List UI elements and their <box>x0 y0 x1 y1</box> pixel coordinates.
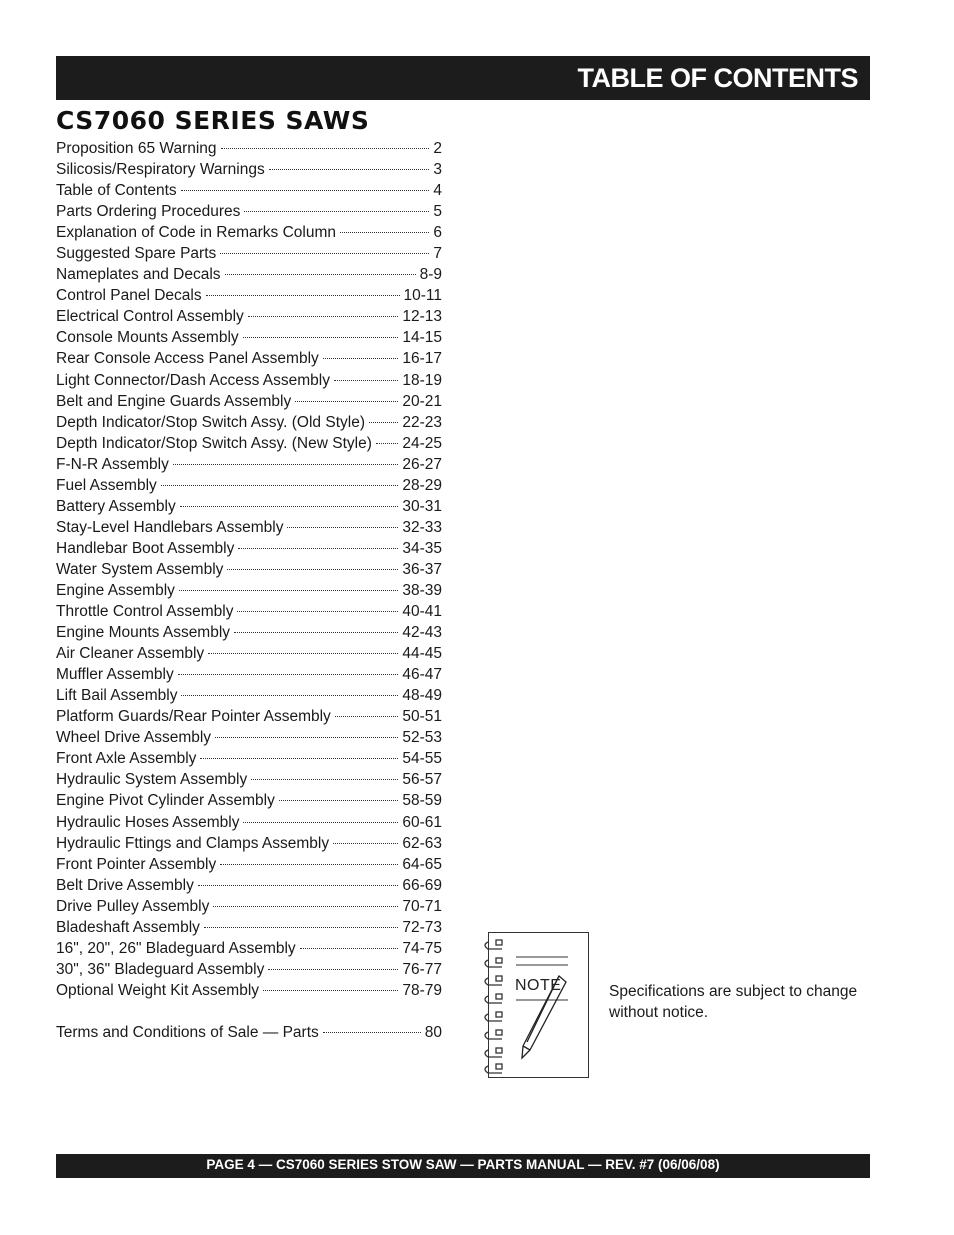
toc-entry <box>56 896 442 917</box>
toc-entry-page: 6 <box>433 224 442 242</box>
toc-entry-label: Depth Indicator/Stop Switch Assy. (New Style) <box>56 434 372 452</box>
toc-entry-page: 36-37 <box>402 560 442 578</box>
toc-leader-dots <box>208 653 398 654</box>
toc-entry <box>56 243 442 264</box>
toc-leader-dots <box>178 674 399 675</box>
toc-leader-dots <box>334 380 398 381</box>
toc-entry-page: 26-27 <box>402 455 442 473</box>
toc-leader-dots <box>295 401 398 402</box>
toc-entry <box>56 622 442 643</box>
toc-leader-dots <box>333 843 398 844</box>
toc-entry-label: Suggested Spare Parts <box>56 245 217 263</box>
toc-entry-label: Control Panel Decals <box>56 287 202 305</box>
toc-entry-page: 48-49 <box>402 687 442 705</box>
toc-entry-page: 70-71 <box>402 897 442 915</box>
table-of-contents <box>56 138 442 1043</box>
toc-entry <box>56 285 442 306</box>
toc-entry-page: 30-31 <box>402 497 442 515</box>
toc-entry-page: 22-23 <box>402 413 442 431</box>
toc-leader-dots <box>180 506 399 507</box>
toc-leader-dots <box>206 295 400 296</box>
toc-entry-page: 16-17 <box>402 350 442 368</box>
toc-entry-page: 40-41 <box>402 603 442 621</box>
toc-leader-dots <box>243 337 399 338</box>
toc-entry-label: Front Axle Assembly <box>56 750 197 768</box>
notepad-pencil-icon <box>480 930 590 1080</box>
toc-entry-label: Wheel Drive Assembly <box>56 729 212 747</box>
toc-leader-dots <box>237 611 398 612</box>
toc-leader-dots <box>213 906 398 907</box>
toc-entry-label: Depth Indicator/Stop Switch Assy. (Old Style) <box>56 413 365 431</box>
toc-entry-page: 24-25 <box>402 434 442 452</box>
toc-entry-page: 8-9 <box>419 266 442 284</box>
toc-leader-dots <box>251 779 398 780</box>
toc-entry-label: Nameplates and Decals <box>56 266 221 284</box>
toc-entry <box>56 201 442 222</box>
toc-entry-label: 30", 36" Bladeguard Assembly <box>56 960 265 978</box>
toc-entry-label: F-N-R Assembly <box>56 455 169 473</box>
toc-entry-label: Throttle Control Assembly <box>56 603 234 621</box>
toc-entry-label: 16", 20", 26" Bladeguard Assembly <box>56 939 296 957</box>
toc-entry-page: 42-43 <box>402 624 442 642</box>
toc-leader-dots <box>200 758 398 759</box>
toc-entry <box>56 433 442 454</box>
toc-entry <box>56 938 442 959</box>
toc-entry <box>56 391 442 412</box>
toc-entry-page: 20-21 <box>402 392 442 410</box>
toc-entry <box>56 643 442 664</box>
toc-leader-dots <box>215 737 398 738</box>
toc-entry <box>56 538 442 559</box>
toc-entry <box>56 959 442 980</box>
toc-leader-dots <box>204 927 398 928</box>
toc-entry-page: 58-59 <box>402 792 442 810</box>
toc-entry <box>56 1022 442 1043</box>
toc-entry-label: Bladeshaft Assembly <box>56 918 200 936</box>
toc-entry-label: Belt Drive Assembly <box>56 876 194 894</box>
toc-leader-dots <box>340 232 429 233</box>
toc-entry <box>56 412 442 433</box>
toc-entry-label: Battery Assembly <box>56 497 176 515</box>
toc-entry <box>56 812 442 833</box>
footer-bar <box>56 1154 870 1178</box>
toc-entry-label: Table of Contents <box>56 182 177 200</box>
page-title: TABLE OF CONTENTS <box>577 63 858 93</box>
toc-entry-label: Proposition 65 Warning <box>56 140 217 157</box>
toc-entry-label: Hydraulic Fttings and Clamps Assembly <box>56 834 330 852</box>
toc-entry-label: Front Pointer Assembly <box>56 855 217 873</box>
toc-entry-label: Parts Ordering Procedures <box>56 203 241 221</box>
toc-entry-page: 5 <box>433 203 442 221</box>
note-graphic <box>480 930 590 1080</box>
toc-entry <box>56 138 442 159</box>
toc-leader-dots <box>268 969 398 970</box>
toc-leader-dots <box>287 527 398 528</box>
toc-entry <box>56 706 442 727</box>
toc-entry-label: Water System Assembly <box>56 560 224 578</box>
toc-entry-label: Hydraulic Hoses Assembly <box>56 813 240 831</box>
toc-entry-label: Light Connector/Dash Access Assembly <box>56 371 330 389</box>
toc-leader-dots <box>173 464 399 465</box>
toc-leader-dots <box>221 148 430 149</box>
toc-entry-page: 12-13 <box>402 308 442 326</box>
toc-entry-page: 2 <box>433 140 442 157</box>
toc-leader-dots <box>220 864 398 865</box>
toc-leader-dots <box>279 800 399 801</box>
footer-text: PAGE 4 — CS7060 SERIES STOW SAW — PARTS MANUAL — REV. #7 (06/06/08) <box>206 1157 720 1172</box>
toc-spacer <box>56 1001 442 1022</box>
toc-entry-label: Electrical Control Assembly <box>56 308 244 326</box>
toc-leader-dots <box>263 990 398 991</box>
toc-entry-label: Optional Weight Kit Assembly <box>56 981 260 999</box>
toc-entry <box>56 748 442 769</box>
toc-leader-dots <box>181 190 430 191</box>
toc-entry <box>56 327 442 348</box>
toc-entry-page: 80 <box>424 1023 442 1041</box>
toc-leader-dots <box>244 211 429 212</box>
toc-entry-label: Muffler Assembly <box>56 666 174 684</box>
toc-entry <box>56 496 442 517</box>
toc-entry-page: 74-75 <box>402 939 442 957</box>
toc-leader-dots <box>227 569 398 570</box>
toc-entry-page: 28-29 <box>402 476 442 494</box>
toc-entry <box>56 833 442 854</box>
toc-entry-page: 76-77 <box>402 960 442 978</box>
toc-entry-page: 64-65 <box>402 855 442 873</box>
toc-entry-label: Platform Guards/Rear Pointer Assembly <box>56 708 331 726</box>
toc-leader-dots <box>181 695 398 696</box>
toc-entry <box>56 727 442 748</box>
toc-entry-label: Console Mounts Assembly <box>56 329 239 347</box>
toc-entry-page: 78-79 <box>402 981 442 999</box>
toc-entry-label: Engine Assembly <box>56 581 175 599</box>
toc-leader-dots <box>161 485 399 486</box>
toc-leader-dots <box>369 422 398 423</box>
toc-leader-dots <box>198 885 399 886</box>
toc-entry <box>56 790 442 811</box>
toc-entry <box>56 222 442 243</box>
toc-leader-dots <box>300 948 399 949</box>
toc-entry <box>56 348 442 369</box>
toc-entry <box>56 306 442 327</box>
toc-leader-dots <box>335 716 399 717</box>
toc-leader-dots <box>243 822 398 823</box>
toc-leader-dots <box>323 358 399 359</box>
note-label: NOTE <box>515 977 562 994</box>
toc-leader-dots <box>323 1032 421 1033</box>
toc-entry-page: 34-35 <box>402 539 442 557</box>
toc-entry-page: 50-51 <box>402 708 442 726</box>
toc-leader-dots <box>248 316 399 317</box>
toc-entry <box>56 580 442 601</box>
toc-entry-label: Fuel Assembly <box>56 476 157 494</box>
toc-entry-label: Lift Bail Assembly <box>56 687 178 705</box>
toc-entry-label: Handlebar Boot Assembly <box>56 539 235 557</box>
toc-entry-page: 52-53 <box>402 729 442 747</box>
toc-entry <box>56 980 442 1001</box>
toc-leader-dots <box>234 632 398 633</box>
toc-entry-page: 3 <box>433 161 442 179</box>
toc-entry-page: 66-69 <box>402 876 442 894</box>
toc-entry <box>56 559 442 580</box>
header-bar <box>56 56 870 100</box>
toc-entry <box>56 370 442 391</box>
toc-entry-page: 46-47 <box>402 666 442 684</box>
toc-entry-page: 56-57 <box>402 771 442 789</box>
toc-leader-dots <box>376 443 398 444</box>
toc-entry-page: 18-19 <box>402 371 442 389</box>
toc-entry <box>56 854 442 875</box>
toc-entry <box>56 264 442 285</box>
toc-entry-page: 32-33 <box>402 518 442 536</box>
toc-entry-page: 44-45 <box>402 645 442 663</box>
toc-entry-page: 7 <box>433 245 442 263</box>
specifications-notice: Specifications are subject to change without notice. <box>609 983 858 1021</box>
toc-entry-label: Engine Mounts Assembly <box>56 624 231 642</box>
toc-entry-label: Belt and Engine Guards Assembly <box>56 392 292 410</box>
toc-entry-page: 38-39 <box>402 581 442 599</box>
toc-entry <box>56 917 442 938</box>
toc-entry-page: 60-61 <box>402 813 442 831</box>
toc-entry-page: 4 <box>433 182 442 200</box>
toc-entry-label: Air Cleaner Assembly <box>56 645 205 663</box>
toc-entry-label: Silicosis/Respiratory Warnings <box>56 161 265 179</box>
toc-entry <box>56 517 442 538</box>
toc-entry <box>56 769 442 790</box>
toc-entry-page: 14-15 <box>402 329 442 347</box>
toc-leader-dots <box>225 274 416 275</box>
toc-entry-page: 72-73 <box>402 918 442 936</box>
toc-entry <box>56 685 442 706</box>
toc-entry-page: 62-63 <box>402 834 442 852</box>
section-title: CS7060 SERIES SAWS <box>56 106 370 135</box>
toc-entry-label: Engine Pivot Cylinder Assembly <box>56 792 275 810</box>
toc-entry-label: Explanation of Code in Remarks Column <box>56 224 336 242</box>
toc-entry-page: 54-55 <box>402 750 442 768</box>
toc-leader-dots <box>269 169 430 170</box>
toc-entry-label: Drive Pulley Assembly <box>56 897 210 915</box>
toc-entry-page: 10-11 <box>403 287 442 305</box>
toc-leader-dots <box>179 590 398 591</box>
toc-entry <box>56 601 442 622</box>
toc-leader-dots <box>220 253 429 254</box>
toc-entry <box>56 475 442 496</box>
toc-entry <box>56 180 442 201</box>
toc-entry-label: Rear Console Access Panel Assembly <box>56 350 319 368</box>
toc-entry <box>56 454 442 475</box>
toc-entry-label: Terms and Conditions of Sale — Parts <box>56 1023 319 1041</box>
toc-entry-label: Hydraulic System Assembly <box>56 771 248 789</box>
toc-leader-dots <box>238 548 398 549</box>
toc-entry <box>56 875 442 896</box>
toc-entry <box>56 159 442 180</box>
toc-entry-label: Stay-Level Handlebars Assembly <box>56 518 284 536</box>
toc-entry <box>56 664 442 685</box>
